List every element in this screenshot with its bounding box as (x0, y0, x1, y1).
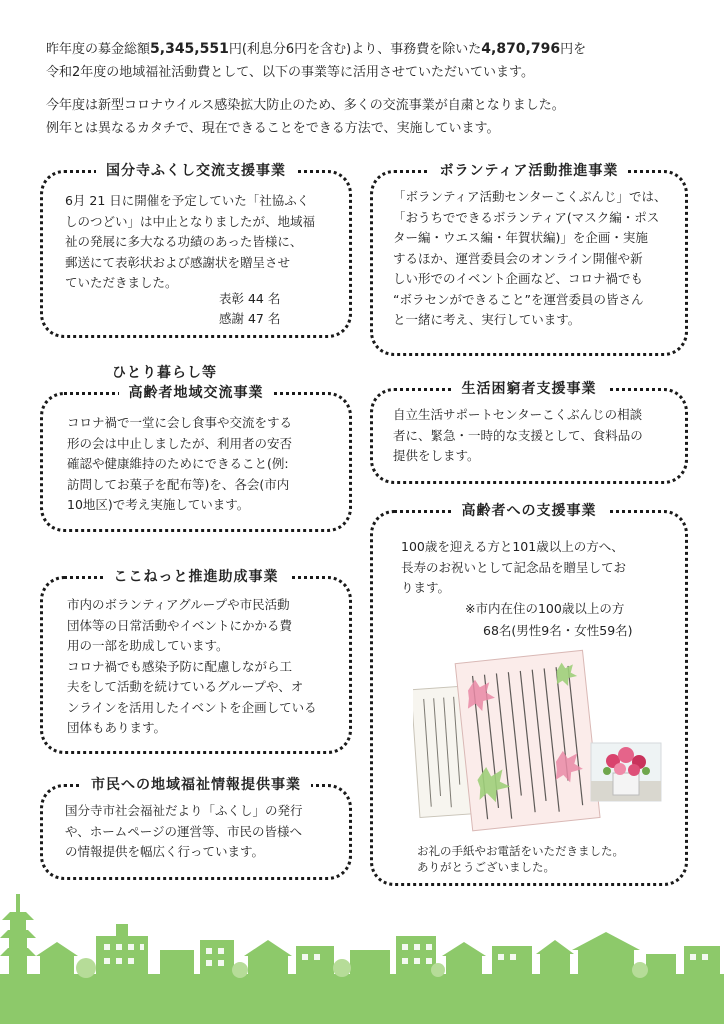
box-volunteer (370, 163, 688, 356)
box-title: 高齢者への支援事業 (452, 503, 607, 519)
intro-line-2: 令和2年度の地域福祉活動費として、以下の事業等に活用させていただいています。 (46, 65, 534, 80)
box-elderly-exchange (40, 385, 352, 532)
letters-photo (413, 645, 663, 835)
box-title: 国分寺ふくし交流支援事業 (96, 163, 296, 179)
box-title: 生活困窮者支援事業 (452, 381, 607, 397)
thanks-count: 感謝 47 名 (219, 311, 281, 326)
thanks-line-2: ありがとうございました。 (417, 860, 555, 874)
box-title: ボランティア活動推進事業 (430, 163, 629, 179)
box-info-provision (40, 777, 352, 880)
intro-line-1: 昨年度の募金総額5,345,551円(利息分6円を含む)より、事務費を除いた4,870,796円を (46, 41, 587, 57)
box-senior-support (370, 503, 688, 886)
box-body: 自立生活サポートセンターこくぶんじの相談 者に、緊急・一時的な支援として、食料品の 提供をします。 (393, 407, 643, 463)
box-title: 市民への地域福祉情報提供事業 (81, 777, 311, 793)
centenarian-count: 68名(男性9名・女性59名) (483, 623, 633, 638)
pagoda-icon (0, 894, 36, 976)
elderly-exchange-small-title: ひとり暮らし等 (108, 362, 221, 382)
box-title: ここねっと推進助成事業 (104, 569, 289, 585)
thanks-line-1: お礼の手紙やお電話をいただきました。 (417, 844, 624, 858)
box-kokubunji-exchange (40, 163, 352, 338)
box-body: 6月 21 日に開催を予定していた「社協ふく しのつどい」は中止となりましたが、地域福 祉の発展に多大なる功績のあった皆様に、 郵送にて表彰状および感謝状を贈呈させ ていただきました。 (65, 193, 316, 290)
intro-paragraph (46, 38, 686, 140)
box-body: 100歳を迎える方と101歳以上の方へ、 長寿のお祝いとして記念品を贈呈してお ります。 (401, 539, 627, 595)
centenarian-note: ※市内在住の100歳以上の方 (465, 601, 625, 616)
box-body: 市内のボランティアグループや市民活動 団体等の日常活動やイベントにかかる費 用の一部を助成しています。 コロナ禍でも感染予防に配慮しながら工 夫をして活動を続けているグループや、オ ンラインを活用したイベントを企画している 団体もあります。 (67, 597, 317, 735)
box-poverty-support (370, 381, 688, 484)
box-body: 「ボランティア活動センターこくぶんじ」では、 「おうちでできるボランティア(マスク編・ポス ター編・ウエス編・年賀状編)」を企画・実施 するほか、運営委員会のオンライン開催や新 しい形でのイベント企画など、コロナ禍でも “ボラセンができること”を運営委員の皆さん と一緒に考え、実行しています。 (393, 189, 667, 327)
box-body: 国分寺市社会福祉だより「ふくし」の発行 や、ホームページの運営等、市民の皆様へ の情報提供を幅広く行っています。 (65, 803, 303, 859)
box-body: コロナ禍で一堂に会し食事や交流をする 形の会は中止しましたが、利用者の安否 確認や健康維持のためにできること(例: 訪問してお菓子を配布等)を、各会(市内 10地区)で考え実施しています。 (67, 415, 293, 512)
box-kokonet-grant (40, 569, 352, 754)
letter-paper-main (455, 650, 600, 830)
intro-line-3: 今年度は新型コロナウイルス感染拡大防止のため、多くの交流事業が自粛となりました。 (46, 98, 565, 113)
town-skyline-illustration (0, 880, 724, 1024)
award-count: 表彰 44 名 (219, 291, 281, 306)
box-title: 高齢者地域交流事業 (119, 385, 274, 401)
intro-line-4: 例年とは異なるカタチで、現在できることをできる方法で、実施しています。 (46, 121, 500, 136)
flower-photo (591, 743, 661, 801)
